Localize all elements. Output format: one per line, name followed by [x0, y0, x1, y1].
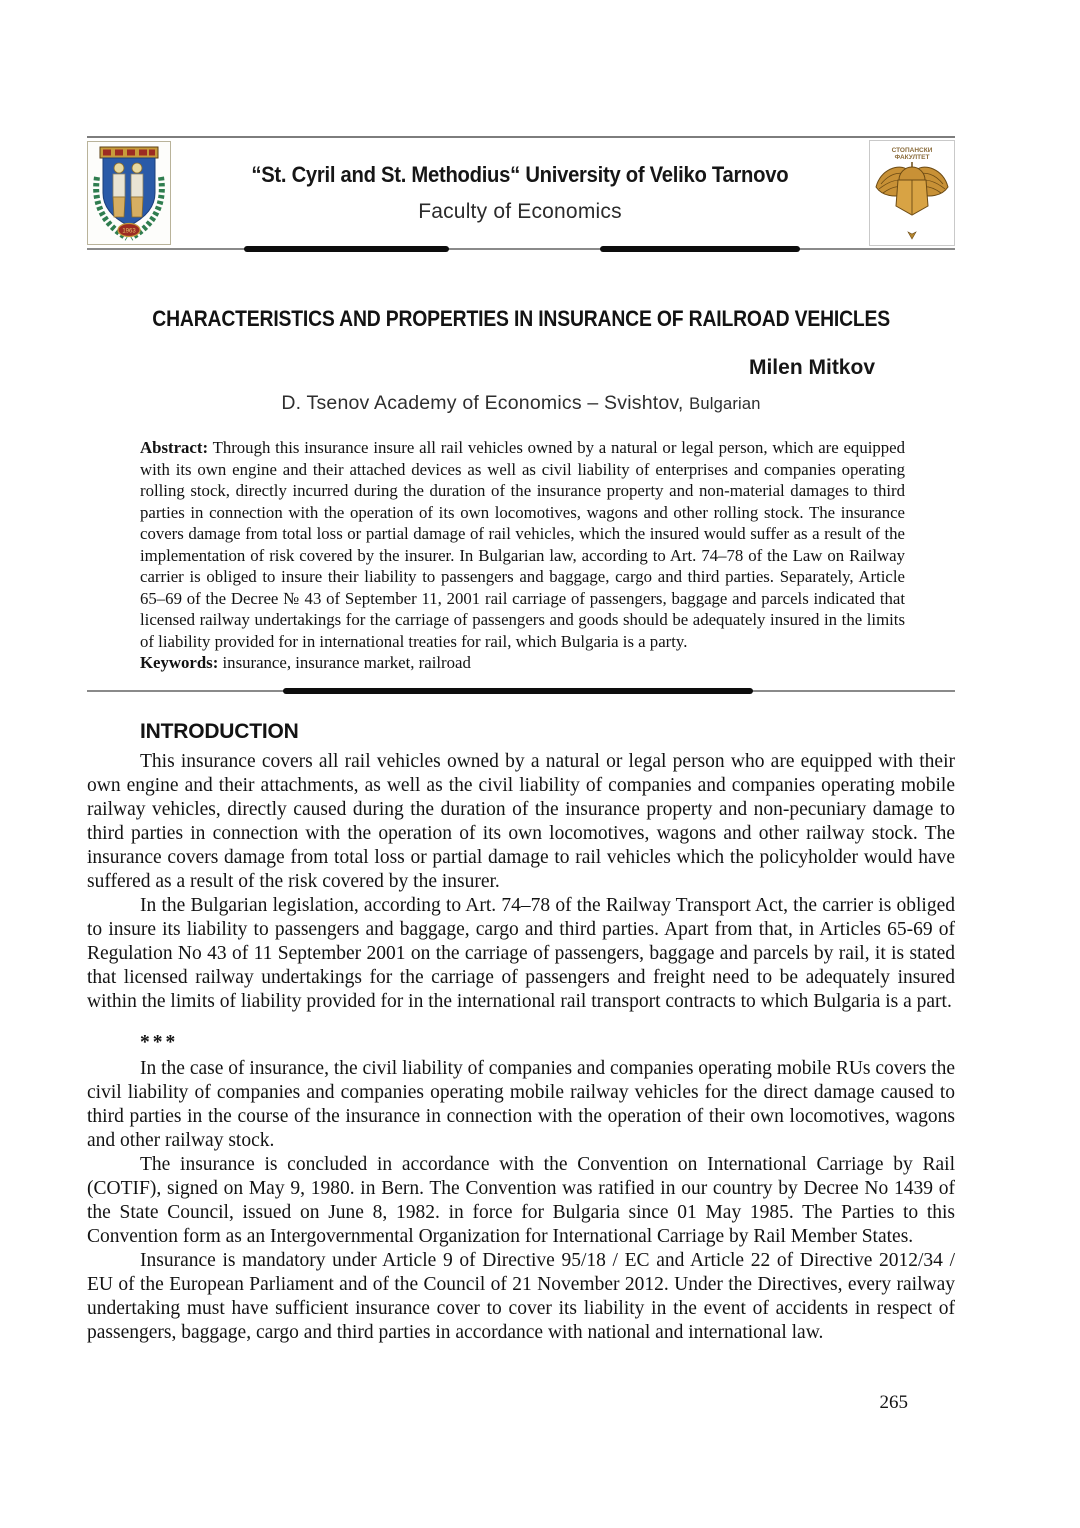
keywords-text: insurance, insurance market, railroad [222, 653, 471, 672]
faculty-name: Faculty of Economics [418, 200, 622, 223]
keywords-label: Keywords: [140, 653, 219, 672]
intro-paragraph-4: The insurance is concluded in accordance with the Convention on International Carriage by Rail (COTIF), signed on May 9, 1980. in Bern. The Convention was ratified in our country by Decree No 1439 of the State Council, issued on June 8, 1982. in force for Bulgaria since 01 May 1985. The Parties to this Convention form as an Intergovernmental Organization for International Carriage by Rail Member States. [87, 1153, 955, 1247]
abstract-block [140, 437, 905, 674]
abstract-paragraph [140, 437, 905, 652]
affiliation-country: Bulgarian [689, 395, 761, 413]
title-wrap [87, 306, 955, 332]
rule-accent-segment [283, 688, 753, 694]
section-divider-stars: *** [140, 1031, 179, 1053]
crest-year-oval [118, 224, 140, 237]
intro-paragraph-1: This insurance covers all rail vehicles owned by a natural or legal person who are equipped with their own engine and their attachments, as well as the civil liability of companies and companies operating mobile railway vehicles, directly caused during the duration of the insurance property and non-pecuniary damage to third parties in connection with the operation of its own locomotives, wagons and other railway stock. The insurance covers damage from total loss or partial damage to rail vehicles which the policyholder would have suffered as a result of the risk covered by the insurer. [87, 750, 955, 892]
header-text [171, 162, 869, 224]
university-crest-icon [87, 141, 171, 245]
university-name: “St. Cyril and St. Methodius“ University of Veliko Tarnovo [251, 162, 789, 187]
faculty-logo-caption-line2: ФАКУЛТЕТ [894, 154, 930, 161]
intro-paragraph-2: In the Bulgarian legislation, according to Art. 74–78 of the Railway Transport Act, the carrier is obliged to insure its liability to passengers and baggage, cargo and third parties. Apart from that, in Articles 65-69 of Regulation No 43 of 11 September 2001 on the carriage of passengers, baggage and parcels by rail, it is stated that licensed railway undertakings for the carriage of passengers and freight need to be adequately insured within the limits of liability provided for in the international rail transport contracts to which Bulgaria is a part. [87, 894, 955, 1012]
intro-paragraph-5: Insurance is mandatory under Article 9 of Directive 95/18 / EC and Article 22 of Directive 2012/34 / EU of the European Parliament and of the Council of 21 November 2012. Under the Directives, every railway undertaking must have sufficient insurance cover to cover its liability in the event of accidents in respect of passengers, baggage, cargo and third parties in accordance with national and international law. [87, 1249, 955, 1343]
faculty-winged-emblem-icon [869, 140, 955, 246]
rule-accent-segment [244, 246, 449, 252]
abstract-text: Through this insurance insure all rail vehicles owned by a natural or legal person, which are equipped with its own engine and their attached devices as well as civil liability of enterprises and companies operating rolling stock, directly incurred during the duration of the insurance property and non-material damages to third parties in connection with the operation of its own locomotives, wagons and other rolling stock. The insurance covers damage from total loss or partial damage of rail vehicles, which the insured would suffer as a result of the implementation of risk covered by the insurer. In Bulgarian law, according to Art. 74–78 of the Law on Railway carrier is obliged to insure their liability to passengers and baggage, cargo and third parties. Separately, Article 65–69 of the Decree № 43 of September 11, 2001 rail carriage of passengers, baggage and parcels indicated that licensed railway undertakings for the carriage of passengers and goods should be adequately insured in the limits of liability provided for in international treaties for rail, which Bulgaria is a party. [140, 438, 905, 651]
page-number: 265 [879, 1392, 908, 1413]
crest-year: 1963 [122, 228, 136, 235]
section-separator-rule [87, 690, 955, 692]
article-title: CHARACTERISTICS AND PROPERTIES IN INSURANCE OF RAILROAD VEHICLES [152, 306, 890, 331]
faculty-logo [869, 140, 955, 246]
introduction-heading: INTRODUCTION [140, 719, 299, 743]
header-bottom-rule [87, 248, 955, 250]
affiliation [87, 392, 955, 415]
crest-banner [100, 147, 158, 158]
university-crest-logo [87, 141, 171, 245]
abstract-label: Abstract: [140, 438, 209, 457]
affiliation-main: D. Tsenov Academy of Economics – Svishtov, [281, 392, 684, 414]
intro-paragraph-3: In the case of insurance, the civil liability of companies and companies operating mobile RUs covers the civil liability of companies and companies operating mobile railway vehicles for the direct damage caused to third parties in the course of the insurance in connection with the operation of their own locomotives, wagons and other railway stock. [87, 1057, 955, 1151]
keywords-line [140, 652, 905, 674]
rule-accent-segment [600, 246, 800, 252]
faculty-logo-caption-line1: СТОПАНСКИ [891, 147, 933, 154]
author-name: Milen Mitkov [748, 356, 875, 379]
header [87, 138, 955, 248]
